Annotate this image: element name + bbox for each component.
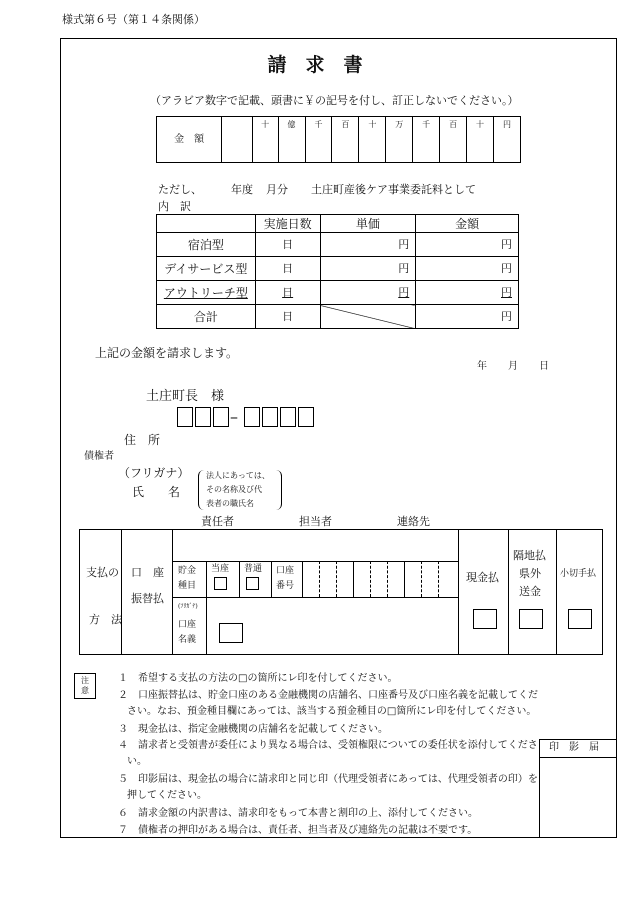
corp-note-line: その名称及び代 (206, 485, 262, 494)
grid-line (370, 561, 371, 597)
col-header: 単価 (320, 215, 416, 233)
grid-line (302, 561, 303, 597)
account-number-label: 口座 (276, 566, 295, 576)
grid-line (121, 529, 122, 655)
corner-cell (157, 215, 256, 233)
note-number: ７ (118, 825, 128, 836)
furigana-label: （フリガナ） (118, 466, 190, 480)
note-text: 請求者と受領書が委任により異なる場合は、受領権限についての委任状を添付してくださ (138, 740, 538, 751)
note-text: 請求金額の内訳書は、請求印をもって本書と割印の上、添付してください。 (138, 808, 478, 819)
digit-cell[interactable]: 百 (440, 117, 467, 163)
unit-cell[interactable]: 円 (320, 257, 416, 281)
grid-line (319, 561, 320, 597)
remote-label: 隔地払 (513, 549, 546, 562)
digit-cell[interactable]: 十 (467, 117, 494, 163)
amount-label: 金 額 (157, 117, 222, 163)
note-text: 希望する支払の方法の□の箇所にレ印を付してください。 (138, 673, 398, 684)
addressee: 土庄町長 様 (146, 389, 225, 404)
check-checkbox[interactable] (568, 609, 592, 629)
creditor-label: 債権者 (84, 451, 114, 462)
unit-cell-crossed (320, 305, 416, 329)
seal-box[interactable] (539, 739, 617, 838)
current-checkbox[interactable] (214, 577, 227, 590)
breakdown-label: 内 訳 (158, 200, 191, 213)
corp-note-line: 法人にあっては、 (206, 471, 270, 480)
row-name: アウトリーチ型 (163, 285, 248, 300)
note-number: ２ (118, 690, 128, 701)
note-text: 押してください。 (127, 790, 207, 801)
breakdown-table (156, 214, 519, 329)
cash-checkbox[interactable] (473, 609, 497, 629)
grid-line (172, 529, 173, 655)
corp-note-line: 表者の職氏名 (206, 499, 254, 508)
grid-line (404, 561, 405, 597)
digit-cell[interactable]: 千 (305, 117, 332, 163)
note-text: 印影届は、現金払の場合に請求印と同じ印（代理受領者にあっては、代理受領者の印）を (138, 774, 538, 785)
name-label: 氏 名 (132, 485, 181, 499)
date-month: 月 (508, 361, 518, 372)
digit-cell[interactable]: 百 (332, 117, 359, 163)
date-day: 日 (539, 361, 549, 372)
unit-cell[interactable]: 円 (398, 286, 410, 299)
ordinary-checkbox[interactable] (246, 577, 259, 590)
postal-box[interactable] (177, 407, 193, 427)
account-number-label: 番号 (276, 581, 295, 591)
deposit-type-label: 種目 (178, 581, 197, 591)
digit-cell[interactable]: 円 (493, 117, 520, 163)
note-text: 現金払は、指定金融機関の店舗名を記載してください。 (138, 724, 388, 735)
digit-cell[interactable]: 十 (359, 117, 386, 163)
kana-label: (ﾌﾘｶﾞﾅ) (178, 603, 198, 610)
col-header: 実施日数 (255, 215, 320, 233)
grid-line (438, 561, 439, 597)
digit-cell[interactable]: 千 (413, 117, 440, 163)
amount-cell[interactable]: 円 (416, 257, 519, 281)
payment-method-label: 方 法 (89, 613, 122, 626)
row-name: 宿泊型 (157, 233, 256, 257)
note-text: 債権者の押印がある場合は、責任者、担当者及び連絡先の記載は不要です。 (138, 825, 478, 836)
postal-box[interactable] (213, 407, 229, 427)
grid-line (239, 561, 240, 597)
grid-line (336, 561, 337, 597)
postal-dash: – (230, 407, 238, 426)
grid-line (172, 561, 458, 562)
postal-box[interactable] (262, 407, 278, 427)
note-number: ４ (118, 740, 128, 751)
grid-line (172, 597, 458, 598)
digit-cell[interactable]: 億 (278, 117, 305, 163)
amount-cell[interactable]: 円 (501, 286, 512, 299)
instruction-text: （アラビア数字で記載、頭書に￥の記号を付し、訂正しないでください。） (150, 94, 519, 107)
postal-box[interactable] (298, 407, 314, 427)
grid-line (421, 561, 422, 597)
amount-table (156, 116, 521, 163)
remote-label: 県外 (519, 567, 541, 580)
note-text: い。 (127, 756, 147, 767)
postal-box[interactable] (280, 407, 296, 427)
note-number: ６ (118, 808, 128, 819)
postal-box[interactable] (195, 407, 211, 427)
grid-line (206, 561, 207, 655)
person-label: 担当者 (299, 515, 332, 528)
grid-line (271, 561, 272, 597)
grid-line (353, 561, 354, 597)
grid-line (556, 529, 557, 655)
days-cell[interactable]: 日 (282, 286, 294, 299)
amount-cell[interactable]: 円 (416, 233, 519, 257)
request-text: 上記の金額を請求します。 (95, 346, 239, 360)
note-number: ３ (118, 724, 128, 735)
note-number: １ (118, 673, 128, 684)
contact-label: 連絡先 (397, 515, 430, 528)
note-text: さい。なお、預金種目欄にあっては、該当する預金種目の□箇所にレ印を付してください。 (127, 706, 537, 717)
digit-cell[interactable]: 万 (386, 117, 413, 163)
grid-line (508, 529, 509, 655)
unit-cell[interactable]: 円 (320, 233, 416, 257)
notes-icon-label: 注意 (81, 676, 89, 695)
row-name: デイサービス型 (157, 257, 256, 281)
form-number: 様式第６号（第１４条関係） (62, 13, 205, 26)
account-name-label: 名義 (178, 635, 197, 645)
amount-cell[interactable]: 円 (416, 305, 519, 329)
remote-checkbox[interactable] (519, 609, 543, 629)
cash-label: 現金払 (466, 571, 499, 584)
deposit-type-label: 貯金 (178, 566, 197, 576)
transfer-label: 振替払 (131, 592, 164, 605)
grid-line (387, 561, 388, 597)
note-text: 口座振替払は、貯金口座のある金融機関の店舗名、口座番号及び口座名義を記載してくだ (138, 690, 538, 701)
notes-icon-box (74, 673, 96, 699)
days-cell[interactable]: 日 (255, 233, 320, 257)
account-name-box[interactable] (219, 623, 243, 643)
date-year: 年 (477, 361, 487, 372)
page-title: 請 求 書 (267, 54, 363, 76)
amount-spacer (222, 117, 252, 163)
account-name-label: 口座 (178, 620, 197, 630)
note-number: ５ (118, 774, 128, 785)
row-name: 合計 (157, 305, 256, 329)
tadashi-prefix: ただし、 (158, 183, 202, 196)
seal-label: 印 影 届 (549, 742, 599, 753)
payment-method-label: 支払の (86, 566, 119, 579)
col-header: 金額 (416, 215, 519, 233)
postal-box[interactable] (244, 407, 260, 427)
grid-line (458, 529, 459, 655)
check-label: 小切手払 (560, 569, 597, 579)
tadashi-month: 月分 (266, 183, 288, 196)
days-cell[interactable]: 日 (255, 257, 320, 281)
ordinary-label: 普通 (244, 564, 263, 574)
seal-divider (539, 757, 617, 758)
tadashi-year: 年度 (231, 183, 253, 196)
remote-label: 送金 (519, 585, 541, 598)
address-label: 住 所 (124, 433, 161, 447)
digit-cell[interactable]: 十 (252, 117, 278, 163)
responsible-label: 責任者 (201, 515, 234, 528)
transfer-label: 口 座 (131, 566, 164, 579)
current-label: 当座 (211, 564, 230, 574)
tadashi-purpose: 土庄町産後ケア事業委託料として (311, 183, 476, 196)
days-cell[interactable]: 日 (255, 305, 320, 329)
